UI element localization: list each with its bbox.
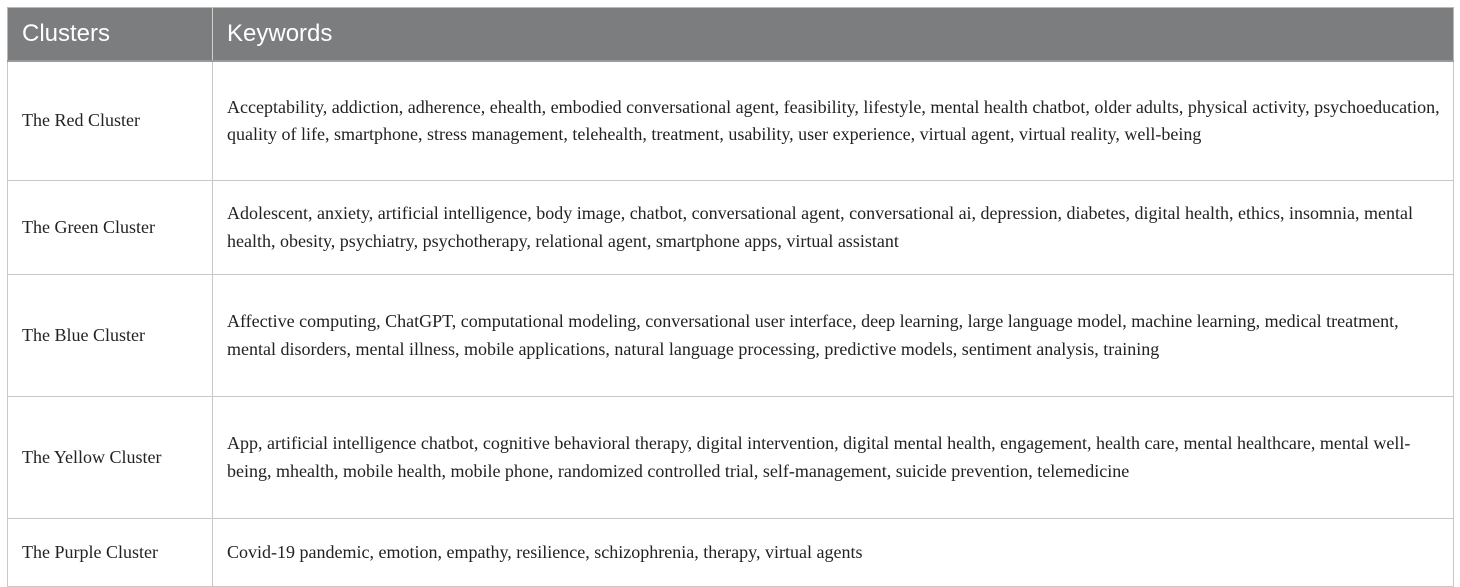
cluster-name: The Yellow Cluster (8, 397, 213, 519)
header-keywords: Keywords (213, 8, 1454, 62)
table-row (8, 181, 1454, 275)
clusters-keywords-table (7, 7, 1454, 587)
cluster-keywords: Acceptability, addiction, adherence, ehealth, embodied conversational agent, feasibility, lifestyle, mental health chatbot, older adults, physical activity, psychoeducation, quality of life, smartphone, stress management, telehealth, treatment, usability, user experience, virtual agent, virtual reality, well-being (213, 61, 1454, 181)
table-row (8, 519, 1454, 587)
cluster-name: The Purple Cluster (8, 519, 213, 587)
cluster-name: The Red Cluster (8, 61, 213, 181)
clusters-table-container (7, 7, 1453, 587)
table-row (8, 61, 1454, 181)
header-clusters: Clusters (8, 8, 213, 62)
cluster-keywords: App, artificial intelligence chatbot, cognitive behavioral therapy, digital intervention, digital mental health, engagement, health care, mental healthcare, mental well-being, mhealth, mobile health, mobile phone, randomized controlled trial, self-management, suicide prevention, telemedicine (213, 397, 1454, 519)
table-row (8, 397, 1454, 519)
table-row (8, 275, 1454, 397)
cluster-name: The Green Cluster (8, 181, 213, 275)
table-header-row (8, 8, 1454, 62)
cluster-name: The Blue Cluster (8, 275, 213, 397)
cluster-keywords: Adolescent, anxiety, artificial intelligence, body image, chatbot, conversational agent, conversational ai, depression, diabetes, digital health, ethics, insomnia, mental health, obesity, psychiatry, psychotherapy, relational agent, smartphone apps, virtual assistant (213, 181, 1454, 275)
cluster-keywords: Covid-19 pandemic, emotion, empathy, resilience, schizophrenia, therapy, virtual agents (213, 519, 1454, 587)
cluster-keywords: Affective computing, ChatGPT, computational modeling, conversational user interface, deep learning, large language model, machine learning, medical treatment, mental disorders, mental illness, mobile applications, natural language processing, predictive models, sentiment analysis, training (213, 275, 1454, 397)
